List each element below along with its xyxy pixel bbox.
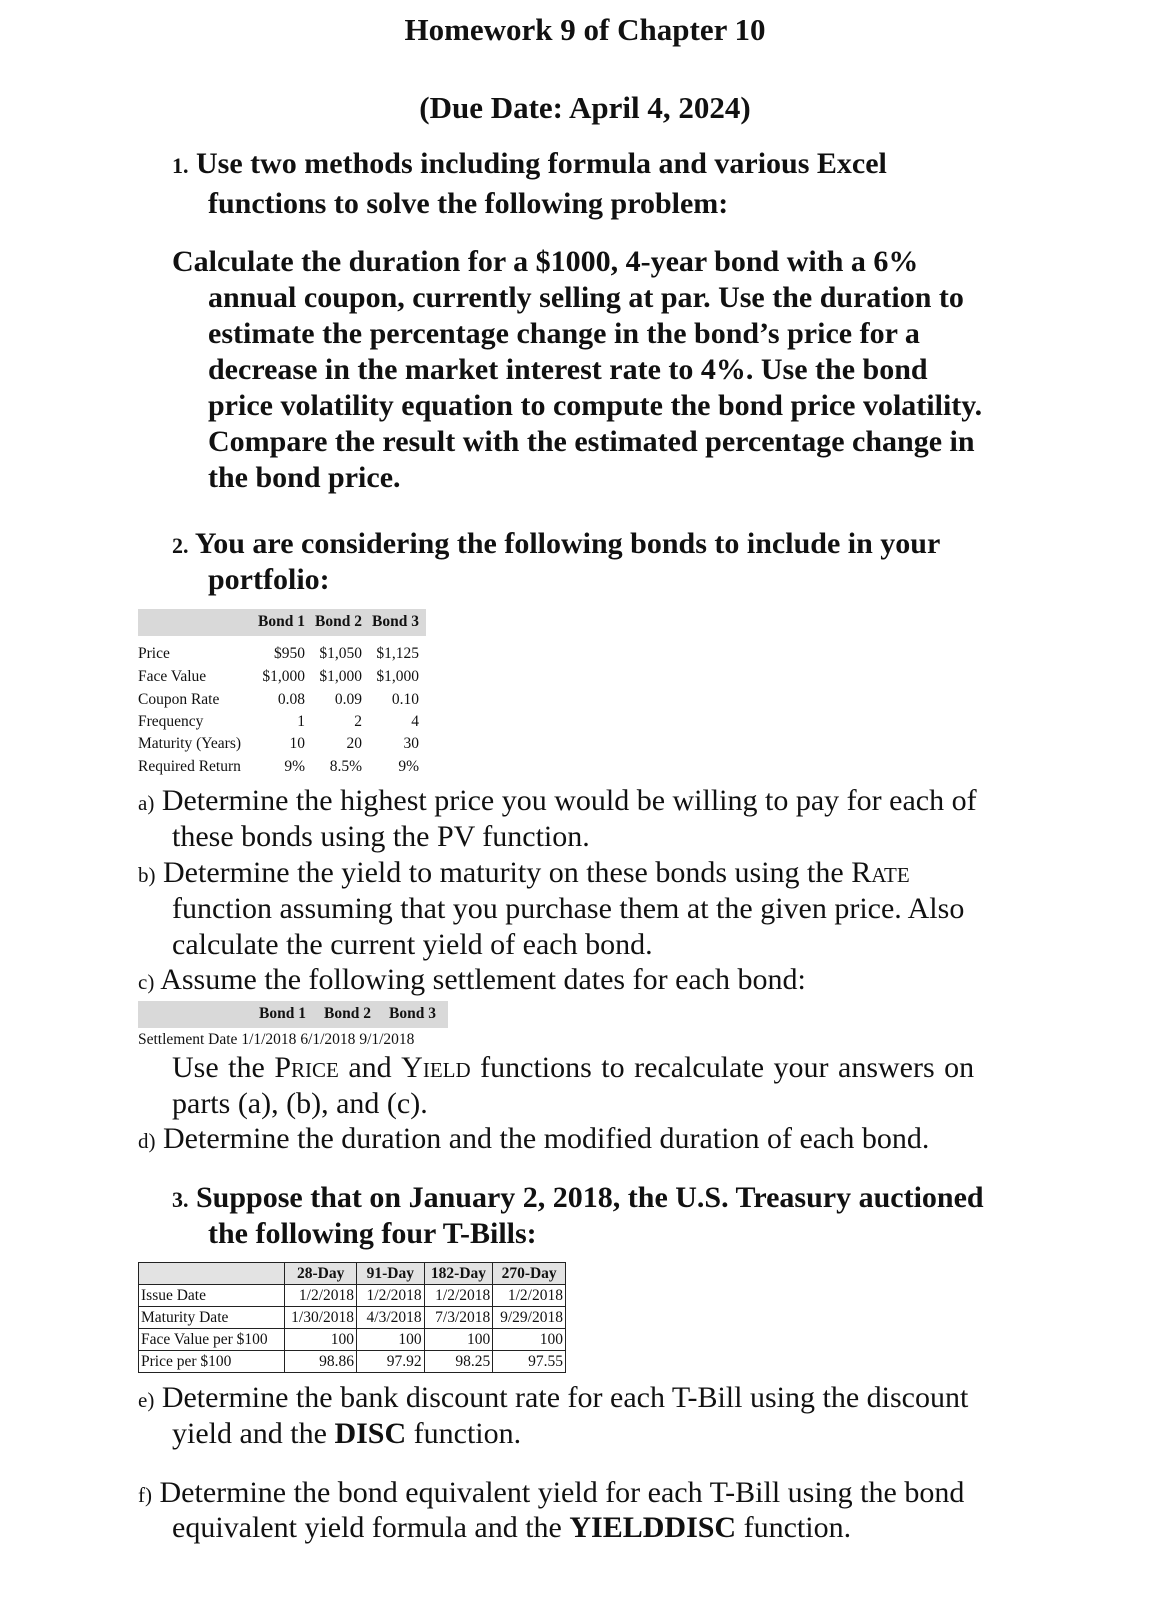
part-b-line1-text: Determine the yield to maturity on these bonds using the [163,856,852,889]
part-c-line1-text: Assume the following settlement dates for each bond: [160,963,806,996]
tbill-row-label: Price per $100 [139,1351,285,1373]
part-b-line1 [138,855,910,893]
bond-row-label-required-return: Required Return [138,758,241,775]
bond-row-label-frequency: Frequency [138,713,204,730]
q3-number: 3. [172,1187,189,1212]
tbill-cell: 1/2/2018 [424,1285,493,1307]
tbill-header-blank [139,1263,285,1285]
q1-problem-line-7: the bond price. [208,461,401,494]
q1-number: 1. [172,153,189,178]
bond-cell: 9% [284,758,305,775]
bond-row-label-face-value: Face Value [138,668,207,685]
part-c-after-line2: parts (a), (b), and (c). [172,1087,428,1120]
page-title: Homework 9 of Chapter 10 [404,12,766,47]
tbill-cell: 1/2/2018 [493,1285,566,1307]
q3-line2: the following four T-Bills: [208,1217,537,1250]
q1-line1 [172,146,887,184]
part-e-line2-post: function. [406,1417,522,1450]
bond-cell: 0.09 [334,691,362,708]
tbill-cell: 100 [424,1329,493,1351]
tbill-cell: 98.86 [285,1351,357,1373]
part-c-after-post: functions to recalculate your answers on [470,1051,975,1084]
q2-line1-text: You are considering the following bonds to include in your [194,527,941,560]
bond-cell: 9% [398,758,419,775]
part-a-letter: a) [138,791,155,815]
bond-cell: $1,000 [319,668,362,685]
bond-cell: 0.08 [277,691,305,708]
tbill-cell: 98.25 [424,1351,493,1373]
rate-function-name: Rate [851,856,910,889]
tbill-cell: 100 [285,1329,357,1351]
tbill-header-row [139,1263,566,1285]
part-d-letter: d) [138,1129,156,1153]
tbill-cell: 9/29/2018 [493,1307,566,1329]
bond-table [138,609,426,779]
q1-problem-line-2: annual coupon, currently selling at par. Use the duration to [208,281,964,314]
tbill-cell: 4/3/2018 [357,1307,425,1329]
bond-cell: 2 [354,713,362,730]
bond-cell: $950 [274,645,305,662]
tbill-cell: 100 [357,1329,425,1351]
bond-cell: 1 [297,713,305,730]
part-c-letter: c) [138,970,155,994]
tbill-row-label: Issue Date [139,1285,285,1307]
bond-cell: 0.10 [391,691,419,708]
part-b-letter: b) [138,863,156,887]
tbill-header-270day: 270-Day [493,1263,566,1285]
settlement-table [138,1001,448,1049]
bond-cell: $1,000 [376,668,419,685]
price-function-name: Price [274,1051,339,1084]
bond-cell: $1,050 [319,645,362,662]
part-b-line2: function assuming that you purchase them at the given price. Also [172,892,965,925]
part-f-line1 [138,1475,964,1513]
q1-problem-line-4: decrease in the market interest rate to 4%. Use the bond [208,353,928,386]
tbill-cell: 1/2/2018 [357,1285,425,1307]
tbill-cell: 1/30/2018 [285,1307,357,1329]
q2-number: 2. [172,533,189,558]
bond-cell: $1,000 [262,668,305,685]
q3-line1-text: Suppose that on January 2, 2018, the U.S. Treasury auctioned [196,1181,984,1214]
bond-header-3: Bond 3 [372,613,419,630]
tbill-row-label: Face Value per $100 [139,1329,285,1351]
part-c-after-pre: Use the [172,1051,275,1084]
bond-cell: $1,125 [376,645,419,662]
tbill-table [138,1262,566,1373]
yield-function-name: Yield [401,1051,471,1084]
q2-line1 [172,526,940,564]
q3-line1 [172,1180,984,1218]
part-e-letter: e) [138,1388,155,1412]
bond-cell: 4 [411,713,419,730]
table-row [139,1307,566,1329]
tbill-header-182day: 182-Day [424,1263,493,1285]
bond-row-label-maturity: Maturity (Years) [138,735,242,752]
bond-header-1: Bond 1 [258,613,305,630]
part-c-line1 [138,962,806,1000]
q1-problem-line-1: Calculate the duration for a $1000, 4-year bond with a 6% [172,245,919,278]
part-f-letter: f) [138,1483,152,1507]
part-c-after-mid: and [338,1051,402,1084]
part-c-after-line1 [172,1050,974,1086]
q1-line1-text: Use two methods including formula and various Excel [196,147,887,180]
tbill-cell: 97.92 [357,1351,425,1373]
part-b-line3: calculate the current yield of each bond. [172,928,653,961]
table-row [139,1351,566,1373]
part-f-line2-pre: equivalent yield formula and the [172,1511,570,1544]
part-d-line1 [138,1121,929,1159]
q1-problem-line-3: estimate the percentage change in the bond’s price for a [208,317,920,350]
table-row [139,1329,566,1351]
tbill-cell: 97.55 [493,1351,566,1373]
tbill-cell: 7/3/2018 [424,1307,493,1329]
part-f-line2 [172,1510,851,1546]
q1-line2: functions to solve the following problem: [208,187,729,220]
part-f-line2-post: function. [736,1511,852,1544]
part-e-line1-text: Determine the bank discount rate for each T-Bill using the discount [161,1381,969,1414]
bond-cell: 10 [289,735,305,752]
part-a-line1 [138,783,977,821]
yielddisc-function-name: YIELDDISC [569,1511,737,1544]
settlement-header-3: Bond 3 [389,1005,436,1022]
bond-cell: 8.5% [329,758,362,775]
settlement-label: Settlement Date [138,1031,238,1048]
due-date: (Due Date: April 4, 2024) [419,90,751,125]
part-e-line2-pre: yield and the [172,1417,335,1450]
bond-cell: 30 [403,735,419,752]
tbill-header-91day: 91-Day [357,1263,425,1285]
settlement-header-2: Bond 2 [324,1005,371,1022]
tbill-cell: 1/2/2018 [285,1285,357,1307]
bond-row-label-coupon-rate: Coupon Rate [138,691,220,708]
part-e-line1 [138,1380,968,1418]
part-e-line2 [172,1416,521,1452]
settlement-row [138,1031,414,1049]
tbill-row-label: Maturity Date [139,1307,285,1329]
tbill-header-28day: 28-Day [285,1263,357,1285]
disc-function-name: DISC [334,1417,407,1450]
part-d-line1-text: Determine the duration and the modified duration of each bond. [163,1122,930,1155]
part-a-line1-text: Determine the highest price you would be willing to pay for each of [161,784,977,817]
settlement-header-1: Bond 1 [259,1005,306,1022]
settlement-value-1: 1/1/2018 [241,1031,297,1048]
q2-line2: portfolio: [208,563,330,596]
settlement-value-3: 9/1/2018 [359,1031,415,1048]
table-row [139,1285,566,1307]
part-a-line2: these bonds using the PV function. [172,820,590,853]
bond-cell: 20 [346,735,362,752]
bond-header-2: Bond 2 [315,613,362,630]
q1-problem-line-6: Compare the result with the estimated percentage change in [208,425,975,458]
bond-row-label-price: Price [138,645,170,662]
part-f-line1-text: Determine the bond equivalent yield for each T-Bill using the bond [159,1476,965,1509]
tbill-cell: 100 [493,1329,566,1351]
q1-problem-line-5: price volatility equation to compute the bond price volatility. [208,389,983,422]
settlement-value-2: 6/1/2018 [300,1031,356,1048]
